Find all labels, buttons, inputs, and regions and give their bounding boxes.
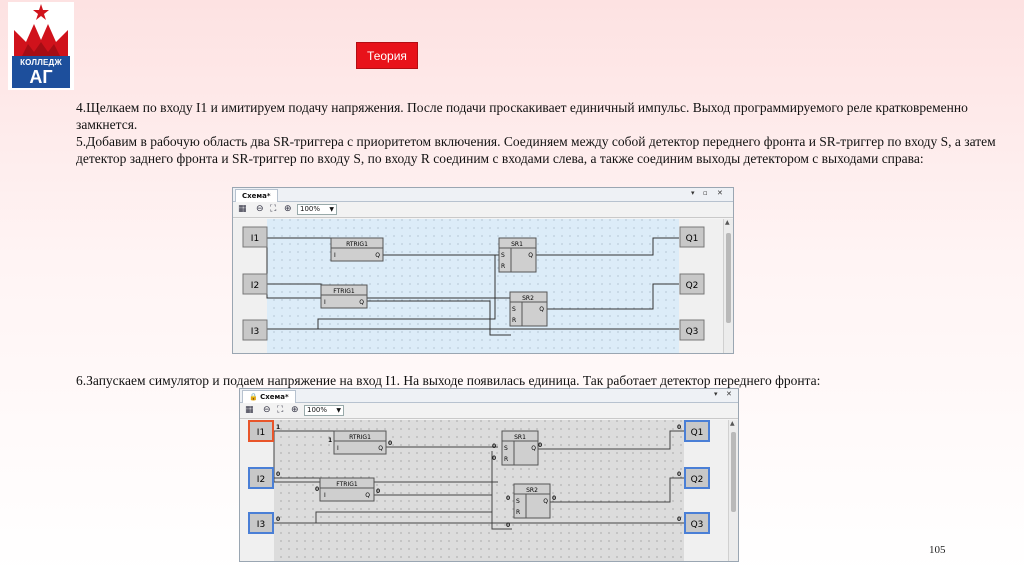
signal-q1: 0 xyxy=(677,424,682,431)
svg-text:Q: Q xyxy=(365,492,370,499)
scroll-thumb[interactable] xyxy=(726,233,731,323)
output-q1[interactable] xyxy=(680,227,704,247)
signal-sr1-r: 0 xyxy=(492,455,497,462)
signal-sr2-s: 0 xyxy=(506,495,511,502)
block-sr2[interactable] xyxy=(514,484,550,518)
schema-diagram xyxy=(240,420,728,562)
tab-label: Схема* xyxy=(260,393,289,401)
signal-ftrig-out: 0 xyxy=(376,488,381,495)
signal-q3: 0 xyxy=(677,516,682,523)
input-i2[interactable] xyxy=(249,468,273,488)
signal-ftrig-in: 0 xyxy=(315,486,320,493)
signal-q2: 0 xyxy=(677,471,682,478)
svg-text:I1: I1 xyxy=(250,234,260,244)
lock-icon: 🔒 xyxy=(249,393,258,401)
svg-text:Q1: Q1 xyxy=(685,234,699,244)
zoom-out-icon[interactable]: ⊖ xyxy=(263,405,271,415)
step-6-text: 6.Запускаем симулятор и подаем напряжение на вход I1. На выходе появилась единица. Так работает детектор переднего фронта: xyxy=(76,373,821,388)
signal-i1: 1 xyxy=(276,424,281,431)
svg-text:I1: I1 xyxy=(256,428,266,438)
svg-text:R: R xyxy=(516,509,521,516)
svg-text:I2: I2 xyxy=(256,475,266,485)
svg-text:FTRIG1: FTRIG1 xyxy=(333,288,355,295)
vertical-scrollbar[interactable] xyxy=(728,420,738,561)
grid-icon[interactable]: ▦ xyxy=(245,405,254,415)
svg-text:RTRIG1: RTRIG1 xyxy=(349,434,371,441)
svg-text:SR2: SR2 xyxy=(522,295,534,302)
close-icon[interactable]: ✕ xyxy=(726,390,732,398)
block-sr2[interactable] xyxy=(510,292,547,326)
svg-text:I3: I3 xyxy=(250,327,260,337)
svg-text:I: I xyxy=(324,299,326,306)
schema-canvas[interactable] xyxy=(240,420,730,561)
tab-list-icon[interactable]: ▾ xyxy=(691,189,695,197)
scroll-up-icon[interactable]: ▲ xyxy=(725,219,730,226)
svg-text:I: I xyxy=(334,252,336,259)
zoom-in-icon[interactable]: ⊕ xyxy=(284,204,292,214)
svg-text:Q: Q xyxy=(378,445,383,452)
block-rtrig1[interactable] xyxy=(331,238,383,261)
svg-text:Q3: Q3 xyxy=(685,327,699,337)
zoom-value: 100% xyxy=(307,406,328,414)
svg-text:S: S xyxy=(501,252,505,259)
signal-sr2-r: 0 xyxy=(506,522,511,529)
svg-text:RTRIG1: RTRIG1 xyxy=(346,241,368,248)
output-q3[interactable] xyxy=(685,513,709,533)
zoom-select[interactable] xyxy=(297,204,337,215)
block-ftrig1[interactable] xyxy=(320,478,374,501)
tab-bar xyxy=(233,188,733,202)
block-rtrig1[interactable] xyxy=(334,431,386,454)
svg-text:Q2: Q2 xyxy=(685,281,699,291)
logo-label: КОЛЛЕДЖ xyxy=(20,58,62,67)
svg-text:S: S xyxy=(516,498,520,505)
output-q3[interactable] xyxy=(680,320,704,340)
zoom-in-icon[interactable]: ⊕ xyxy=(291,405,299,415)
signal-sr2-q: 0 xyxy=(552,495,557,502)
svg-text:Q: Q xyxy=(543,498,548,505)
output-q1[interactable] xyxy=(685,421,709,441)
scroll-thumb[interactable] xyxy=(731,432,736,512)
svg-text:Q: Q xyxy=(528,252,533,259)
svg-text:Q3: Q3 xyxy=(690,520,704,530)
signal-i2: 0 xyxy=(276,471,281,478)
tab-bar xyxy=(240,389,738,403)
theory-button[interactable]: Теория xyxy=(356,42,418,69)
signal-sr1-q: 0 xyxy=(538,442,543,449)
toolbar xyxy=(233,202,733,218)
zoom-value: 100% xyxy=(300,205,321,213)
input-i2[interactable] xyxy=(243,274,267,294)
zoom-select[interactable] xyxy=(304,405,344,416)
svg-text:Q: Q xyxy=(375,252,380,259)
toolbar xyxy=(240,403,738,419)
schema-canvas[interactable] xyxy=(233,219,723,353)
logo-mark: АГ xyxy=(29,67,53,87)
close-icon[interactable]: ✕ xyxy=(717,189,723,197)
schema-window-1 xyxy=(232,187,734,354)
svg-text:R: R xyxy=(504,456,509,463)
input-i3[interactable] xyxy=(249,513,273,533)
input-i3[interactable] xyxy=(243,320,267,340)
svg-text:R: R xyxy=(512,317,517,324)
college-logo xyxy=(8,2,74,90)
signal-rtrig-in: 1 xyxy=(328,437,333,444)
page-number: 105 xyxy=(929,544,946,556)
chevron-down-icon: ▼ xyxy=(336,407,341,414)
svg-text:Q: Q xyxy=(539,306,544,313)
svg-text:FTRIG1: FTRIG1 xyxy=(336,481,358,488)
svg-text:I3: I3 xyxy=(256,520,266,530)
block-sr1[interactable] xyxy=(499,238,536,272)
svg-text:SR1: SR1 xyxy=(511,241,523,248)
block-ftrig1[interactable] xyxy=(321,285,367,308)
svg-text:SR2: SR2 xyxy=(526,487,538,494)
step-4-5-text: 4.Щелкаем по входу I1 и имитируем подачу напряжения. После подачи проскакивает единичный импульс. Выход программируемого реле кратковременно замкнется. 5.Добавим в рабочую область два SR-триггера с приоритетом включения. Соединяем между собой детектор переднего фронта и SR-триггер по входу S, а затем детектор заднего фронта и SR-триггер по входу S, по входу R соединим с входами слева, а также соединим выходы детектором с выходами справа: xyxy=(76,100,996,166)
svg-text:I: I xyxy=(324,492,326,499)
svg-text:I2: I2 xyxy=(250,281,260,291)
signal-i3: 0 xyxy=(276,516,281,523)
input-i1[interactable] xyxy=(249,421,273,441)
input-i1[interactable] xyxy=(243,227,267,247)
svg-text:I: I xyxy=(337,445,339,452)
tab-schema[interactable]: Схема* xyxy=(235,189,278,202)
svg-text:Q1: Q1 xyxy=(690,428,704,438)
tab-schema[interactable] xyxy=(242,390,296,403)
svg-text:SR1: SR1 xyxy=(514,434,526,441)
svg-text:Q2: Q2 xyxy=(690,475,704,485)
vertical-scrollbar[interactable] xyxy=(723,219,733,353)
output-q2[interactable] xyxy=(685,468,709,488)
output-q2[interactable] xyxy=(680,274,704,294)
svg-text:Q: Q xyxy=(359,299,364,306)
fit-icon[interactable]: ⛶ xyxy=(270,204,277,214)
svg-text:Q: Q xyxy=(531,445,536,452)
zoom-out-icon[interactable]: ⊖ xyxy=(256,204,264,214)
scroll-up-icon[interactable]: ▲ xyxy=(730,420,735,427)
svg-text:R: R xyxy=(501,263,506,270)
tab-list-icon[interactable]: ▾ xyxy=(714,390,718,398)
chevron-down-icon: ▼ xyxy=(329,206,334,213)
signal-rtrig-out: 0 xyxy=(388,440,393,447)
signal-sr1-s: 0 xyxy=(492,443,497,450)
fit-icon[interactable]: ⛶ xyxy=(277,405,284,415)
svg-text:S: S xyxy=(504,445,508,452)
block-sr1[interactable] xyxy=(502,431,538,465)
schema-window-2 xyxy=(239,388,739,562)
schema-diagram xyxy=(233,219,723,354)
grid-icon[interactable]: ▦ xyxy=(238,204,247,214)
svg-text:S: S xyxy=(512,306,516,313)
minimize-icon[interactable]: ▫ xyxy=(703,189,708,197)
